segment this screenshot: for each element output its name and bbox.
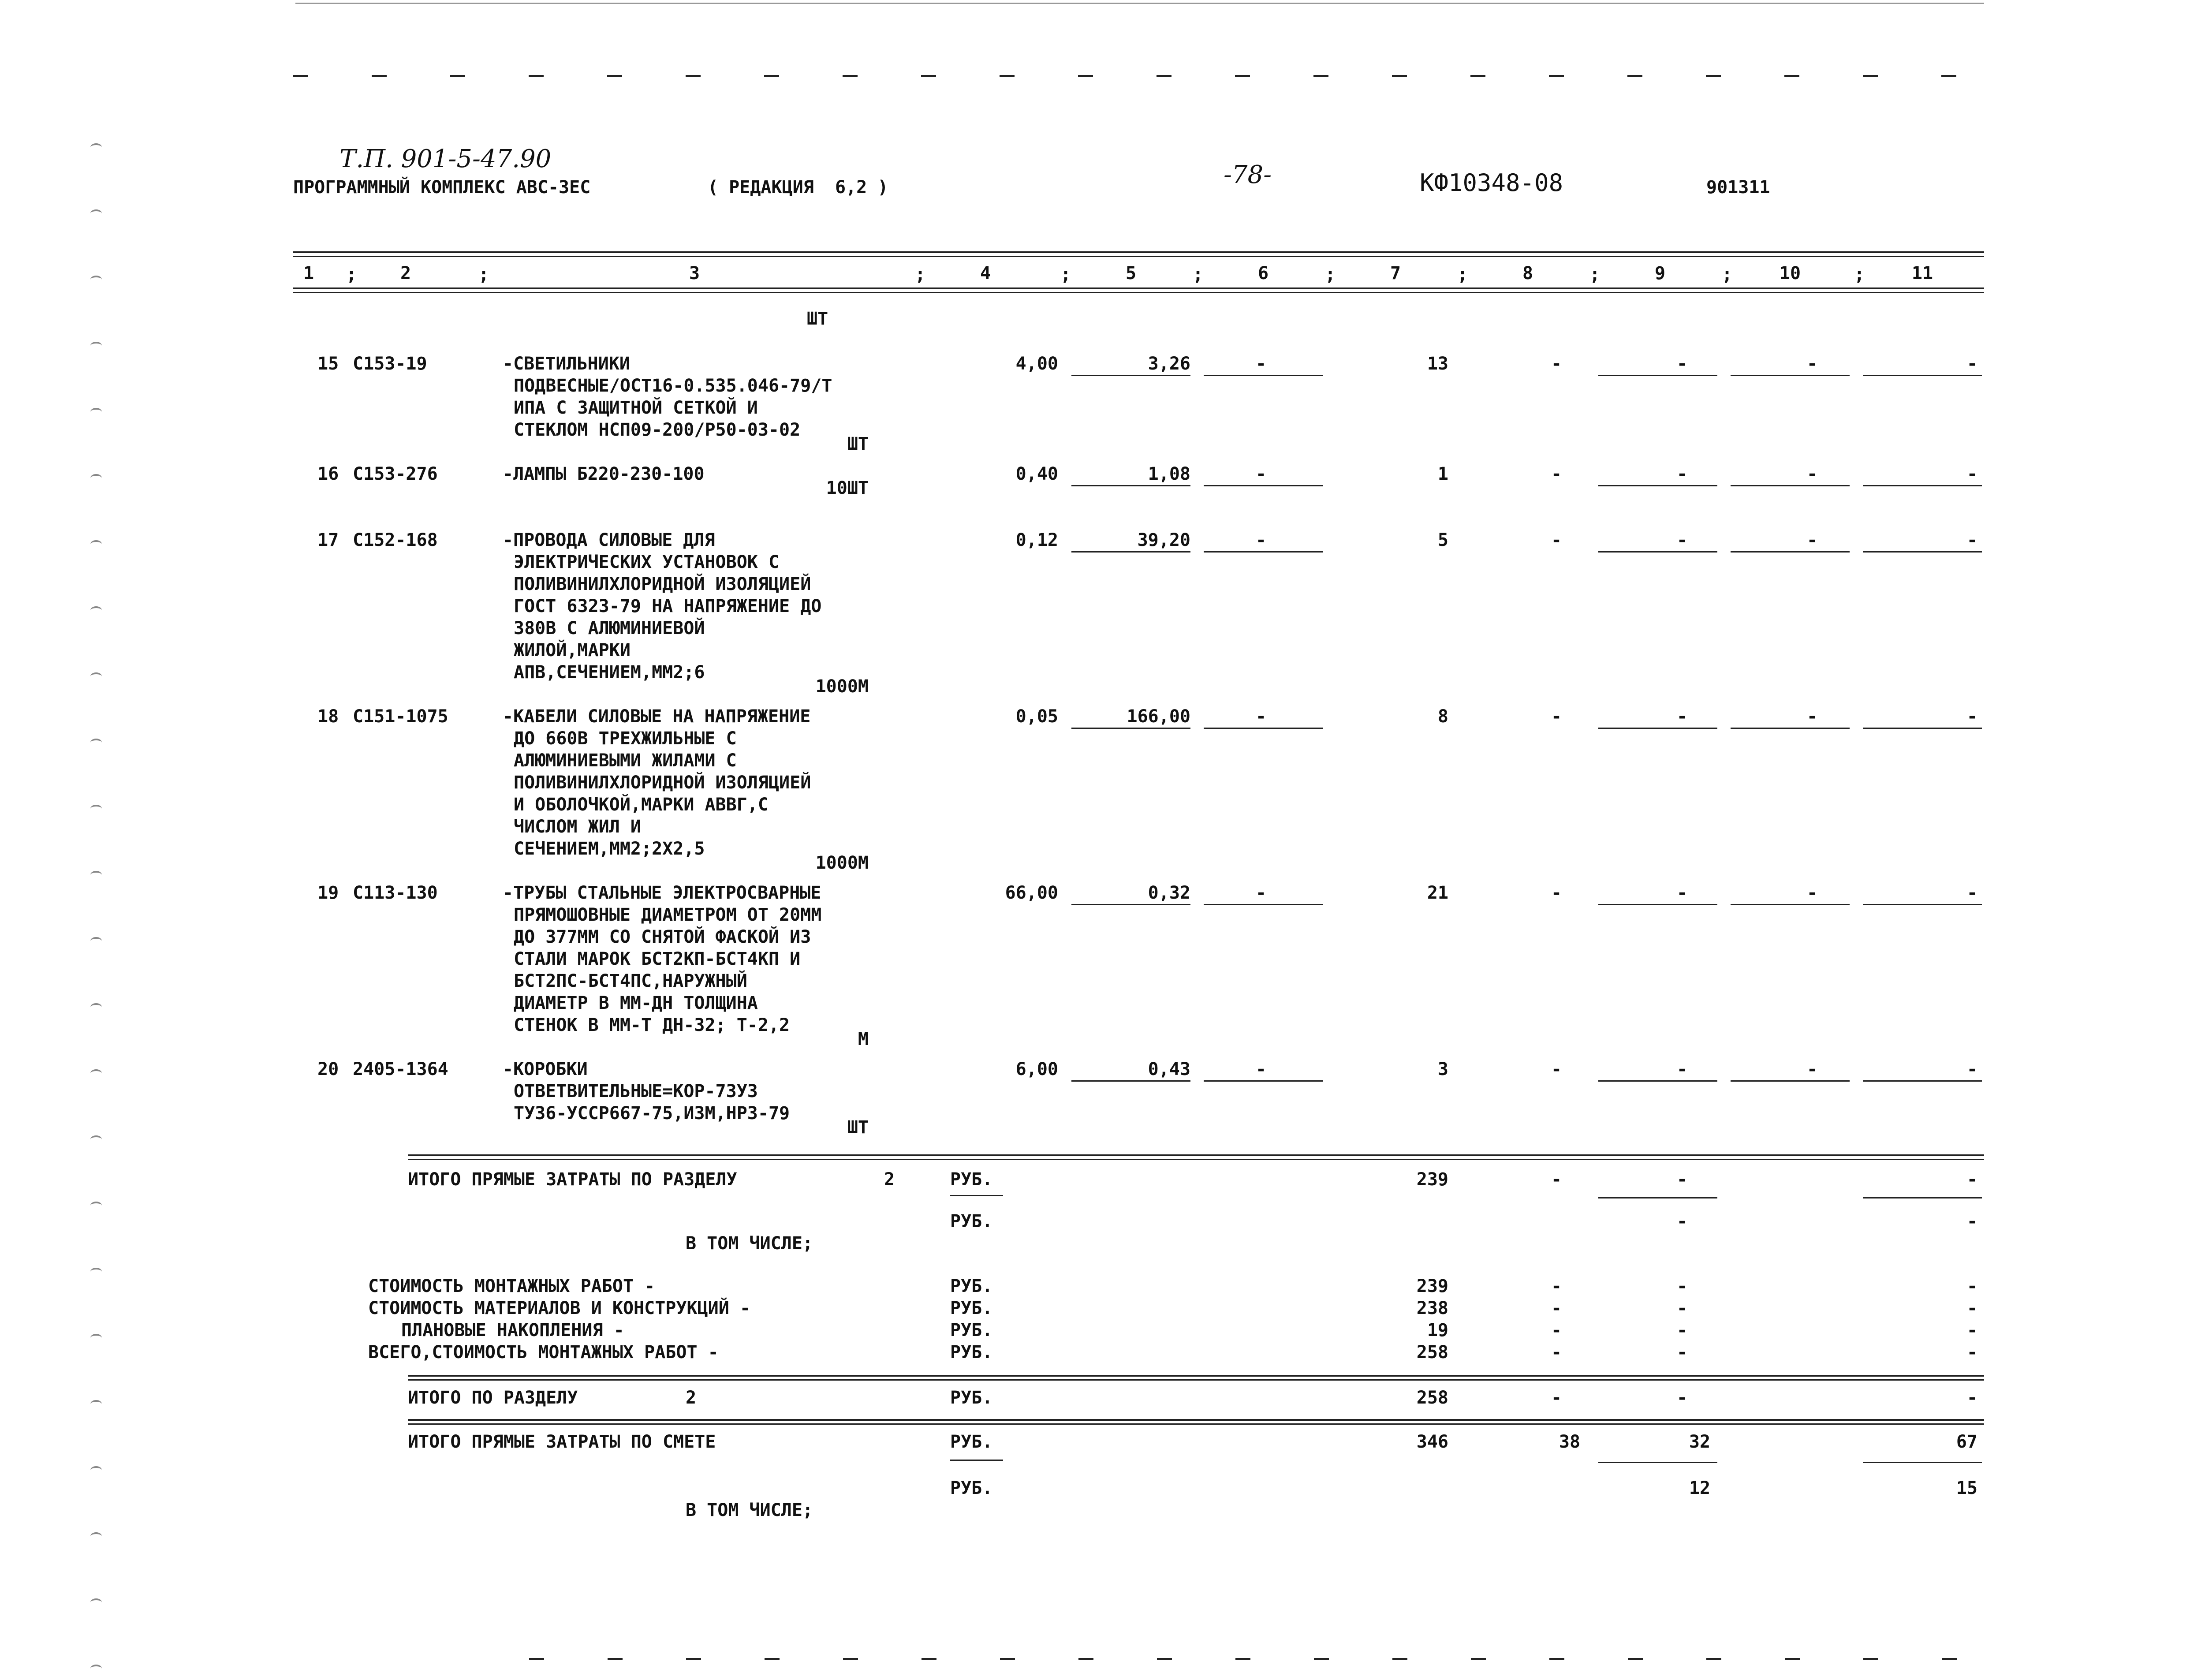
cell-c7: 8 xyxy=(1437,706,1448,727)
cell-underline xyxy=(1731,904,1850,905)
cell-underline xyxy=(1204,485,1323,486)
dash-mark xyxy=(1157,75,1171,77)
section-number: 2 xyxy=(884,1169,895,1190)
column-separator: ; xyxy=(346,265,357,285)
cell-c9: - xyxy=(1676,464,1688,484)
total-c9: - xyxy=(1676,1388,1688,1408)
cell-underline xyxy=(1731,728,1850,729)
total-label: ИТОГО ПО РАЗДЕЛУ xyxy=(408,1388,578,1408)
description-line: -КАБЕЛИ СИЛОВЫЕ НА НАПРЯЖЕНИЕ xyxy=(503,706,811,727)
row-number: 18 xyxy=(317,706,339,727)
cell-underline xyxy=(1598,551,1717,553)
cell-c6: - xyxy=(1255,464,1267,484)
description-line: -ЛАМПЫ Б220-230-100 xyxy=(503,464,705,484)
cell-c8: - xyxy=(1551,354,1562,374)
total-c11: 67 xyxy=(1956,1432,1977,1452)
currency: РУБ. xyxy=(950,1298,993,1318)
currency: РУБ. xyxy=(950,1342,993,1363)
cell-c6: - xyxy=(1255,706,1267,727)
page-number: -78- xyxy=(1224,161,1272,189)
cell-underline xyxy=(1863,551,1982,553)
breakdown-label: СТОИМОСТЬ МОНТАЖНЫХ РАБОТ - xyxy=(368,1276,655,1296)
row-unit: ШТ xyxy=(847,1117,869,1138)
breakdown-label: СТОИМОСТЬ МАТЕРИАЛОВ И КОНСТРУКЦИЙ - xyxy=(368,1298,750,1318)
cell-c11: - xyxy=(1966,706,1977,727)
dash-mark xyxy=(686,1658,701,1660)
row-code: 2405-1364 xyxy=(353,1059,448,1079)
description-line: ИПА С ЗАЩИТНОЙ СЕТКОЙ И xyxy=(514,398,758,418)
row-number: 19 xyxy=(317,883,339,903)
binder-mark xyxy=(90,276,102,284)
description-line: ПОЛИВИНИЛХЛОРИДНОЙ ИЗОЛЯЦИЕЙ xyxy=(514,574,811,594)
row-unit: 1000М xyxy=(815,853,869,873)
cell-underline xyxy=(1204,728,1323,729)
cell-c5: 3,26 xyxy=(1148,354,1190,374)
cell-c4: 6,00 xyxy=(1015,1059,1058,1079)
sub-c9: 12 xyxy=(1689,1478,1711,1498)
dash-mark xyxy=(1000,1658,1015,1660)
binder-mark xyxy=(90,672,102,680)
binder-mark xyxy=(90,937,102,945)
handwritten-code: Т.П. 901-5-47.90 xyxy=(340,145,552,173)
cell-c10: - xyxy=(1806,883,1818,903)
cell-c4: 0,12 xyxy=(1015,530,1058,550)
header-rule-top-2 xyxy=(293,256,1984,257)
description-line: 380В С АЛЮМИНИЕВОЙ xyxy=(514,618,705,638)
description-line: И ОБОЛОЧКОЙ,МАРКИ АВВГ,С xyxy=(514,795,769,815)
binder-mark xyxy=(90,342,102,350)
sub-c11: 15 xyxy=(1956,1478,1977,1498)
binder-mark xyxy=(90,1400,102,1408)
dash-mark xyxy=(1235,75,1250,77)
currency: РУБ. xyxy=(950,1478,993,1498)
dash-mark xyxy=(843,1658,858,1660)
description-line: -ТРУБЫ СТАЛЬНЫЕ ЭЛЕКТРОСВАРНЫЕ xyxy=(503,883,821,903)
total-c9: 32 xyxy=(1689,1432,1711,1452)
dash-mark xyxy=(1314,1658,1329,1660)
total-c8: - xyxy=(1551,1388,1562,1408)
cell-underline xyxy=(1863,728,1982,729)
currency: РУБ. xyxy=(950,1432,993,1452)
total-c7: 346 xyxy=(1416,1432,1448,1452)
description-line: АЛЮМИНИЕВЫМИ ЖИЛАМИ С xyxy=(514,750,737,771)
cell-c7: 3 xyxy=(1437,1059,1448,1079)
dash-mark xyxy=(843,75,858,77)
breakdown-c9: - xyxy=(1676,1276,1688,1296)
underline xyxy=(1598,1462,1717,1463)
dash-mark xyxy=(764,75,779,77)
breakdown-c7: 19 xyxy=(1427,1320,1448,1340)
doc-code: КФ10348-08 xyxy=(1420,169,1563,197)
cell-c9: - xyxy=(1676,1059,1688,1079)
column-separator: ; xyxy=(1854,265,1865,285)
total-c7: 258 xyxy=(1416,1388,1448,1408)
row-unit: М xyxy=(858,1029,869,1049)
total-c11: - xyxy=(1966,1388,1977,1408)
cell-underline xyxy=(1863,485,1982,486)
column-separator: ; xyxy=(1060,265,1071,285)
row-code: С151-1075 xyxy=(353,706,448,727)
description-line: СЕЧЕНИЕМ,ММ2;2Х2,5 xyxy=(514,839,705,859)
cell-underline xyxy=(1731,485,1850,486)
column-5: 5 xyxy=(1125,263,1137,284)
cell-underline xyxy=(1863,1080,1982,1082)
binder-mark xyxy=(90,408,102,416)
column-separator: ; xyxy=(478,265,489,285)
binder-mark xyxy=(90,1003,102,1011)
dash-mark xyxy=(1863,75,1878,77)
dash-mark xyxy=(1549,1658,1564,1660)
description-line: ГОСТ 6323-79 НА НАПРЯЖЕНИЕ ДО xyxy=(514,596,822,616)
description-line: ПРЯМОШОВНЫЕ ДИАМЕТРОМ ОТ 20ММ xyxy=(514,905,822,925)
dash-mark xyxy=(529,1658,544,1660)
cell-c6: - xyxy=(1255,883,1267,903)
breakdown-c8: - xyxy=(1551,1320,1562,1340)
row-unit: ШТ xyxy=(847,434,869,454)
cell-underline xyxy=(1863,904,1982,905)
estimate-rule xyxy=(408,1419,1984,1421)
cell-c6: - xyxy=(1255,1059,1267,1079)
cell-c5: 166,00 xyxy=(1127,706,1190,727)
dash-mark xyxy=(1471,1658,1486,1660)
total-c8: - xyxy=(1551,1169,1562,1190)
binder-mark xyxy=(90,871,102,879)
dash-mark xyxy=(1942,1658,1957,1660)
cell-c6: - xyxy=(1255,354,1267,374)
sub-c9: - xyxy=(1676,1211,1688,1232)
section-rule xyxy=(408,1375,1984,1377)
description-line: ДИАМЕТР В ММ-ДН ТОЛЩИНА xyxy=(514,993,758,1013)
total-label: ИТОГО ПРЯМЫЕ ЗАТРАТЫ ПО РАЗДЕЛУ xyxy=(408,1169,737,1190)
unit-label: ШТ xyxy=(807,309,828,329)
cell-underline xyxy=(1598,485,1717,486)
breakdown-c7: 238 xyxy=(1416,1298,1448,1318)
cell-c8: - xyxy=(1551,883,1562,903)
dash-mark xyxy=(1784,75,1799,77)
dash-mark xyxy=(921,75,936,77)
cell-c8: - xyxy=(1551,530,1562,550)
binder-mark xyxy=(90,606,102,614)
underline xyxy=(1863,1197,1982,1198)
header-rule-top xyxy=(293,251,1984,253)
section-number: 2 xyxy=(686,1388,697,1408)
dash-mark xyxy=(1078,1658,1093,1660)
cell-underline xyxy=(1204,904,1323,905)
dash-mark xyxy=(1549,75,1564,77)
cell-c5: 1,08 xyxy=(1148,464,1190,484)
description-line: СТЕКЛОМ НСП09-200/Р50-03-02 xyxy=(514,420,801,440)
description-line: СТЕНОК В ММ-Т ДН-32; Т-2,2 xyxy=(514,1015,790,1035)
cell-c11: - xyxy=(1966,883,1977,903)
breakdown-c11: - xyxy=(1966,1320,1977,1340)
cell-c4: 66,00 xyxy=(1005,883,1058,903)
column-separator: ; xyxy=(1589,265,1601,285)
dash-mark xyxy=(1000,75,1015,77)
dash-mark xyxy=(1392,75,1407,77)
cell-c8: - xyxy=(1551,706,1562,727)
cell-c5: 0,43 xyxy=(1148,1059,1190,1079)
row-code: С152-168 xyxy=(353,530,438,550)
dash-mark xyxy=(1157,1658,1172,1660)
total-label: ИТОГО ПРЯМЫЕ ЗАТРАТЫ ПО СМЕТЕ xyxy=(408,1432,716,1452)
column-10: 10 xyxy=(1779,263,1801,284)
cell-c10: - xyxy=(1806,1059,1818,1079)
cell-c8: - xyxy=(1551,1059,1562,1079)
binder-mark xyxy=(90,739,102,747)
dash-mark xyxy=(1706,75,1721,77)
description-line: АПВ,СЕЧЕНИЕМ,ММ2;6 xyxy=(514,662,705,683)
description-line: ЧИСЛОМ ЖИЛ И xyxy=(514,817,641,837)
column-1: 1 xyxy=(303,263,314,284)
breakdown-c7: 258 xyxy=(1416,1342,1448,1363)
cell-underline xyxy=(1071,375,1190,376)
breakdown-c9: - xyxy=(1676,1298,1688,1318)
cell-c10: - xyxy=(1806,530,1818,550)
doc-number: 901311 xyxy=(1706,177,1770,198)
cell-underline xyxy=(1598,904,1717,905)
dash-mark xyxy=(1470,75,1485,77)
currency: РУБ. xyxy=(950,1276,993,1296)
row-number: 17 xyxy=(317,530,339,550)
cell-c5: 39,20 xyxy=(1137,530,1190,550)
description-line: ЭЛЕКТРИЧЕСКИХ УСТАНОВОК С xyxy=(514,552,780,572)
cell-c9: - xyxy=(1676,883,1688,903)
cell-c4: 4,00 xyxy=(1015,354,1058,374)
cell-c5: 0,32 xyxy=(1148,883,1190,903)
column-9: 9 xyxy=(1654,263,1666,284)
currency: РУБ. xyxy=(950,1211,993,1232)
underline xyxy=(1863,1462,1982,1463)
dash-mark xyxy=(1863,1658,1878,1660)
program-name: ПРОГРАММНЫЙ КОМПЛЕКС АВС-3ЕС xyxy=(293,177,591,198)
breakdown-label: ВСЕГО,СТОИМОСТЬ МОНТАЖНЫХ РАБОТ - xyxy=(368,1342,719,1363)
column-6: 6 xyxy=(1257,263,1269,284)
underline xyxy=(950,1460,1003,1461)
top-rule xyxy=(295,3,1984,4)
binder-mark xyxy=(90,1268,102,1276)
column-8: 8 xyxy=(1522,263,1533,284)
cell-c10: - xyxy=(1806,354,1818,374)
dash-mark xyxy=(1706,1658,1721,1660)
binder-mark xyxy=(90,1532,102,1540)
cell-c7: 5 xyxy=(1437,530,1448,550)
binder-mark xyxy=(90,1665,102,1673)
cell-underline xyxy=(1071,728,1190,729)
cell-c4: 0,40 xyxy=(1015,464,1058,484)
total-c7: 239 xyxy=(1416,1169,1448,1190)
column-7: 7 xyxy=(1390,263,1401,284)
column-4: 4 xyxy=(980,263,991,284)
dash-mark xyxy=(1235,1658,1250,1660)
currency: РУБ. xyxy=(950,1320,993,1340)
cell-underline xyxy=(1598,1080,1717,1082)
cell-c7: 13 xyxy=(1427,354,1448,374)
binder-mark xyxy=(90,143,102,151)
column-separator: ; xyxy=(1722,265,1733,285)
total-c9: - xyxy=(1676,1169,1688,1190)
cell-underline xyxy=(1863,375,1982,376)
breakdown-c9: - xyxy=(1676,1320,1688,1340)
underline xyxy=(950,1195,1003,1196)
dash-mark xyxy=(1785,1658,1800,1660)
totals-rule xyxy=(408,1154,1984,1156)
row-unit: 1000М xyxy=(815,676,869,697)
breakdown-c8: - xyxy=(1551,1342,1562,1363)
edition: ( РЕДАКЦИЯ 6,2 ) xyxy=(708,177,888,198)
column-separator: ; xyxy=(1193,265,1204,285)
cell-c11: - xyxy=(1966,354,1977,374)
cell-underline xyxy=(1071,485,1190,486)
row-code: С113-130 xyxy=(353,883,438,903)
dash-mark xyxy=(765,1658,780,1660)
column-11: 11 xyxy=(1911,263,1933,284)
column-separator: ; xyxy=(1457,265,1468,285)
binder-mark xyxy=(90,1598,102,1606)
cell-underline xyxy=(1598,728,1717,729)
binder-mark xyxy=(90,1135,102,1143)
cell-c7: 21 xyxy=(1427,883,1448,903)
row-number: 16 xyxy=(317,464,339,484)
description-line: ДО 660В ТРЕХЖИЛЬНЫЕ С xyxy=(514,728,737,749)
cell-underline xyxy=(1204,1080,1323,1082)
total-c8: 38 xyxy=(1559,1432,1581,1452)
breakdown-c8: - xyxy=(1551,1298,1562,1318)
binder-mark xyxy=(90,1202,102,1210)
cell-underline xyxy=(1731,1080,1850,1082)
estimate-rule-2 xyxy=(408,1423,1984,1425)
binder-mark xyxy=(90,540,102,548)
row-number: 20 xyxy=(317,1059,339,1079)
dash-mark xyxy=(1078,75,1093,77)
cell-underline xyxy=(1071,551,1190,553)
including-label: В ТОМ ЧИСЛЕ; xyxy=(686,1500,813,1520)
dash-mark xyxy=(686,75,701,77)
description-line: ТУ36-УССР667-75,ИЗМ,НР3-79 xyxy=(514,1103,790,1124)
dash-mark xyxy=(293,75,308,77)
description-line: -СВЕТИЛЬНИКИ xyxy=(503,354,630,374)
description-line: ОТВЕТВИТЕЛЬНЫЕ=КОР-73У3 xyxy=(514,1081,758,1101)
dash-mark xyxy=(922,1658,936,1660)
cell-c4: 0,05 xyxy=(1015,706,1058,727)
row-code: С153-19 xyxy=(353,354,427,374)
cell-c11: - xyxy=(1966,1059,1977,1079)
description-line: БСТ2ПС-БСТ4ПС,НАРУЖНЫЙ xyxy=(514,971,747,991)
dash-mark xyxy=(608,1658,623,1660)
cell-c9: - xyxy=(1676,530,1688,550)
description-line: ПОЛИВИНИЛХЛОРИДНОЙ ИЗОЛЯЦИЕЙ xyxy=(514,773,811,793)
cell-c8: - xyxy=(1551,464,1562,484)
breakdown-c7: 239 xyxy=(1416,1276,1448,1296)
description-line: СТАЛИ МАРОК БСТ2КП-БСТ4КП И xyxy=(514,949,801,969)
dash-mark xyxy=(607,75,622,77)
breakdown-c11: - xyxy=(1966,1276,1977,1296)
sub-c11: - xyxy=(1966,1211,1977,1232)
column-separator: ; xyxy=(915,265,926,285)
header-rule-bottom xyxy=(293,287,1984,289)
breakdown-c11: - xyxy=(1966,1342,1977,1363)
cell-c7: 1 xyxy=(1437,464,1448,484)
total-c11: - xyxy=(1966,1169,1977,1190)
cell-c10: - xyxy=(1806,706,1818,727)
breakdown-c9: - xyxy=(1676,1342,1688,1363)
cell-underline xyxy=(1071,904,1190,905)
cell-c9: - xyxy=(1676,354,1688,374)
description-line: -КОРОБКИ xyxy=(503,1059,588,1079)
header-rule-bottom-2 xyxy=(293,292,1984,293)
dash-mark xyxy=(1313,75,1328,77)
currency: РУБ. xyxy=(950,1169,993,1190)
binder-mark xyxy=(90,209,102,217)
currency: РУБ. xyxy=(950,1388,993,1408)
binder-mark xyxy=(90,1334,102,1342)
cell-c10: - xyxy=(1806,464,1818,484)
binder-mark xyxy=(90,1466,102,1474)
binder-mark xyxy=(90,1069,102,1077)
binder-mark xyxy=(90,805,102,813)
section-rule-2 xyxy=(408,1379,1984,1381)
description-line: ЖИЛОЙ,МАРКИ xyxy=(514,640,631,661)
breakdown-label: ПЛАНОВЫЕ НАКОПЛЕНИЯ - xyxy=(401,1320,624,1340)
cell-underline xyxy=(1598,375,1717,376)
cell-underline xyxy=(1071,1080,1190,1082)
dash-mark xyxy=(1627,75,1642,77)
breakdown-c11: - xyxy=(1966,1298,1977,1318)
row-unit: 10ШТ xyxy=(826,478,869,498)
description-line: ПОДВЕСНЫЕ/ОСТ16-0.535.046-79/Т xyxy=(514,376,832,396)
description-line: -ПРОВОДА СИЛОВЫЕ ДЛЯ xyxy=(503,530,715,550)
column-2: 2 xyxy=(400,263,411,284)
totals-rule-2 xyxy=(408,1159,1984,1160)
dash-mark xyxy=(529,75,544,77)
row-code: С153-276 xyxy=(353,464,438,484)
column-separator: ; xyxy=(1325,265,1336,285)
cell-c6: - xyxy=(1255,530,1267,550)
cell-c11: - xyxy=(1966,530,1977,550)
cell-underline xyxy=(1731,551,1850,553)
cell-underline xyxy=(1204,551,1323,553)
dash-mark xyxy=(1941,75,1956,77)
cell-underline xyxy=(1731,375,1850,376)
including-label: В ТОМ ЧИСЛЕ; xyxy=(686,1233,813,1254)
dash-mark xyxy=(450,75,465,77)
cell-c9: - xyxy=(1676,706,1688,727)
dash-mark xyxy=(372,75,387,77)
underline xyxy=(1598,1197,1717,1198)
dash-mark xyxy=(1392,1658,1407,1660)
description-line: ДО 377ММ СО СНЯТОЙ ФАСКОЙ ИЗ xyxy=(514,927,811,947)
dash-mark xyxy=(1628,1658,1643,1660)
cell-underline xyxy=(1204,375,1323,376)
row-number: 15 xyxy=(317,354,339,374)
cell-c11: - xyxy=(1966,464,1977,484)
binder-mark xyxy=(90,474,102,482)
column-3: 3 xyxy=(689,263,700,284)
breakdown-c8: - xyxy=(1551,1276,1562,1296)
